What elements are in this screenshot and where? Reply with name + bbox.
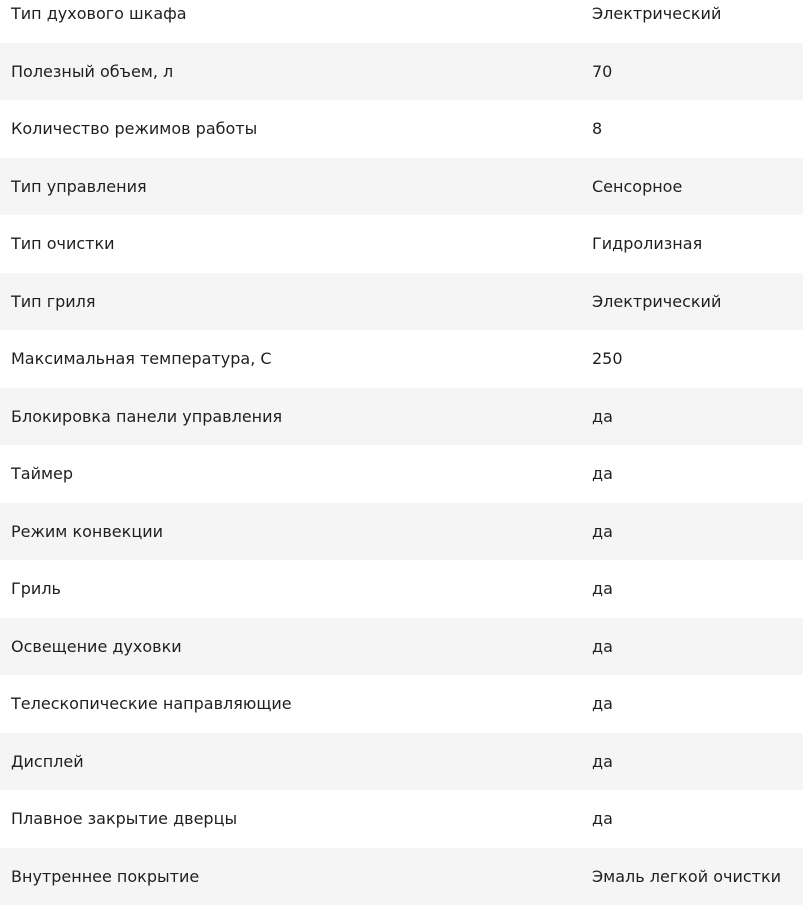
spec-row-grill [0, 560, 803, 618]
spec-row-panel-lock [0, 388, 803, 446]
spec-row-convection [0, 503, 803, 561]
spec-value: да [592, 464, 803, 483]
spec-row-volume [0, 43, 803, 101]
spec-row-grill-type [0, 273, 803, 331]
spec-name: Блокировка панели управления [0, 407, 592, 426]
spec-name: Максимальная температура, С [0, 349, 592, 368]
spec-name: Дисплей [0, 752, 592, 771]
spec-row-interior-coating [0, 848, 803, 905]
spec-name: Таймер [0, 464, 592, 483]
spec-name: Тип гриля [0, 292, 592, 311]
spec-row-oven-light [0, 618, 803, 676]
spec-value: да [592, 694, 803, 713]
spec-name: Внутреннее покрытие [0, 867, 592, 886]
spec-value: да [592, 752, 803, 771]
spec-row-oven-type [0, 0, 803, 43]
spec-value: да [592, 579, 803, 598]
spec-name: Полезный объем, л [0, 62, 592, 81]
spec-row-control-type [0, 158, 803, 216]
spec-value: 250 [592, 349, 803, 368]
spec-row-timer [0, 445, 803, 503]
spec-name: Телескопические направляющие [0, 694, 592, 713]
spec-row-modes [0, 100, 803, 158]
spec-name: Тип духового шкафа [0, 4, 592, 23]
spec-row-display [0, 733, 803, 791]
spec-row-soft-close [0, 790, 803, 848]
spec-name: Плавное закрытие дверцы [0, 809, 592, 828]
spec-row-max-temperature [0, 330, 803, 388]
spec-value: Электрический [592, 4, 803, 23]
spec-value: Эмаль легкой очистки [592, 867, 803, 886]
spec-row-telescopic-rails [0, 675, 803, 733]
spec-value: да [592, 809, 803, 828]
spec-name: Гриль [0, 579, 592, 598]
spec-name: Режим конвекции [0, 522, 592, 541]
spec-value: 8 [592, 119, 803, 138]
spec-value: да [592, 637, 803, 656]
spec-name: Тип управления [0, 177, 592, 196]
spec-value: да [592, 407, 803, 426]
spec-name: Освещение духовки [0, 637, 592, 656]
spec-row-cleaning-type [0, 215, 803, 273]
spec-value: 70 [592, 62, 803, 81]
spec-value: Электрический [592, 292, 803, 311]
spec-value: Сенсорное [592, 177, 803, 196]
spec-value: да [592, 522, 803, 541]
spec-name: Количество режимов работы [0, 119, 592, 138]
spec-name: Тип очистки [0, 234, 592, 253]
spec-value: Гидролизная [592, 234, 803, 253]
